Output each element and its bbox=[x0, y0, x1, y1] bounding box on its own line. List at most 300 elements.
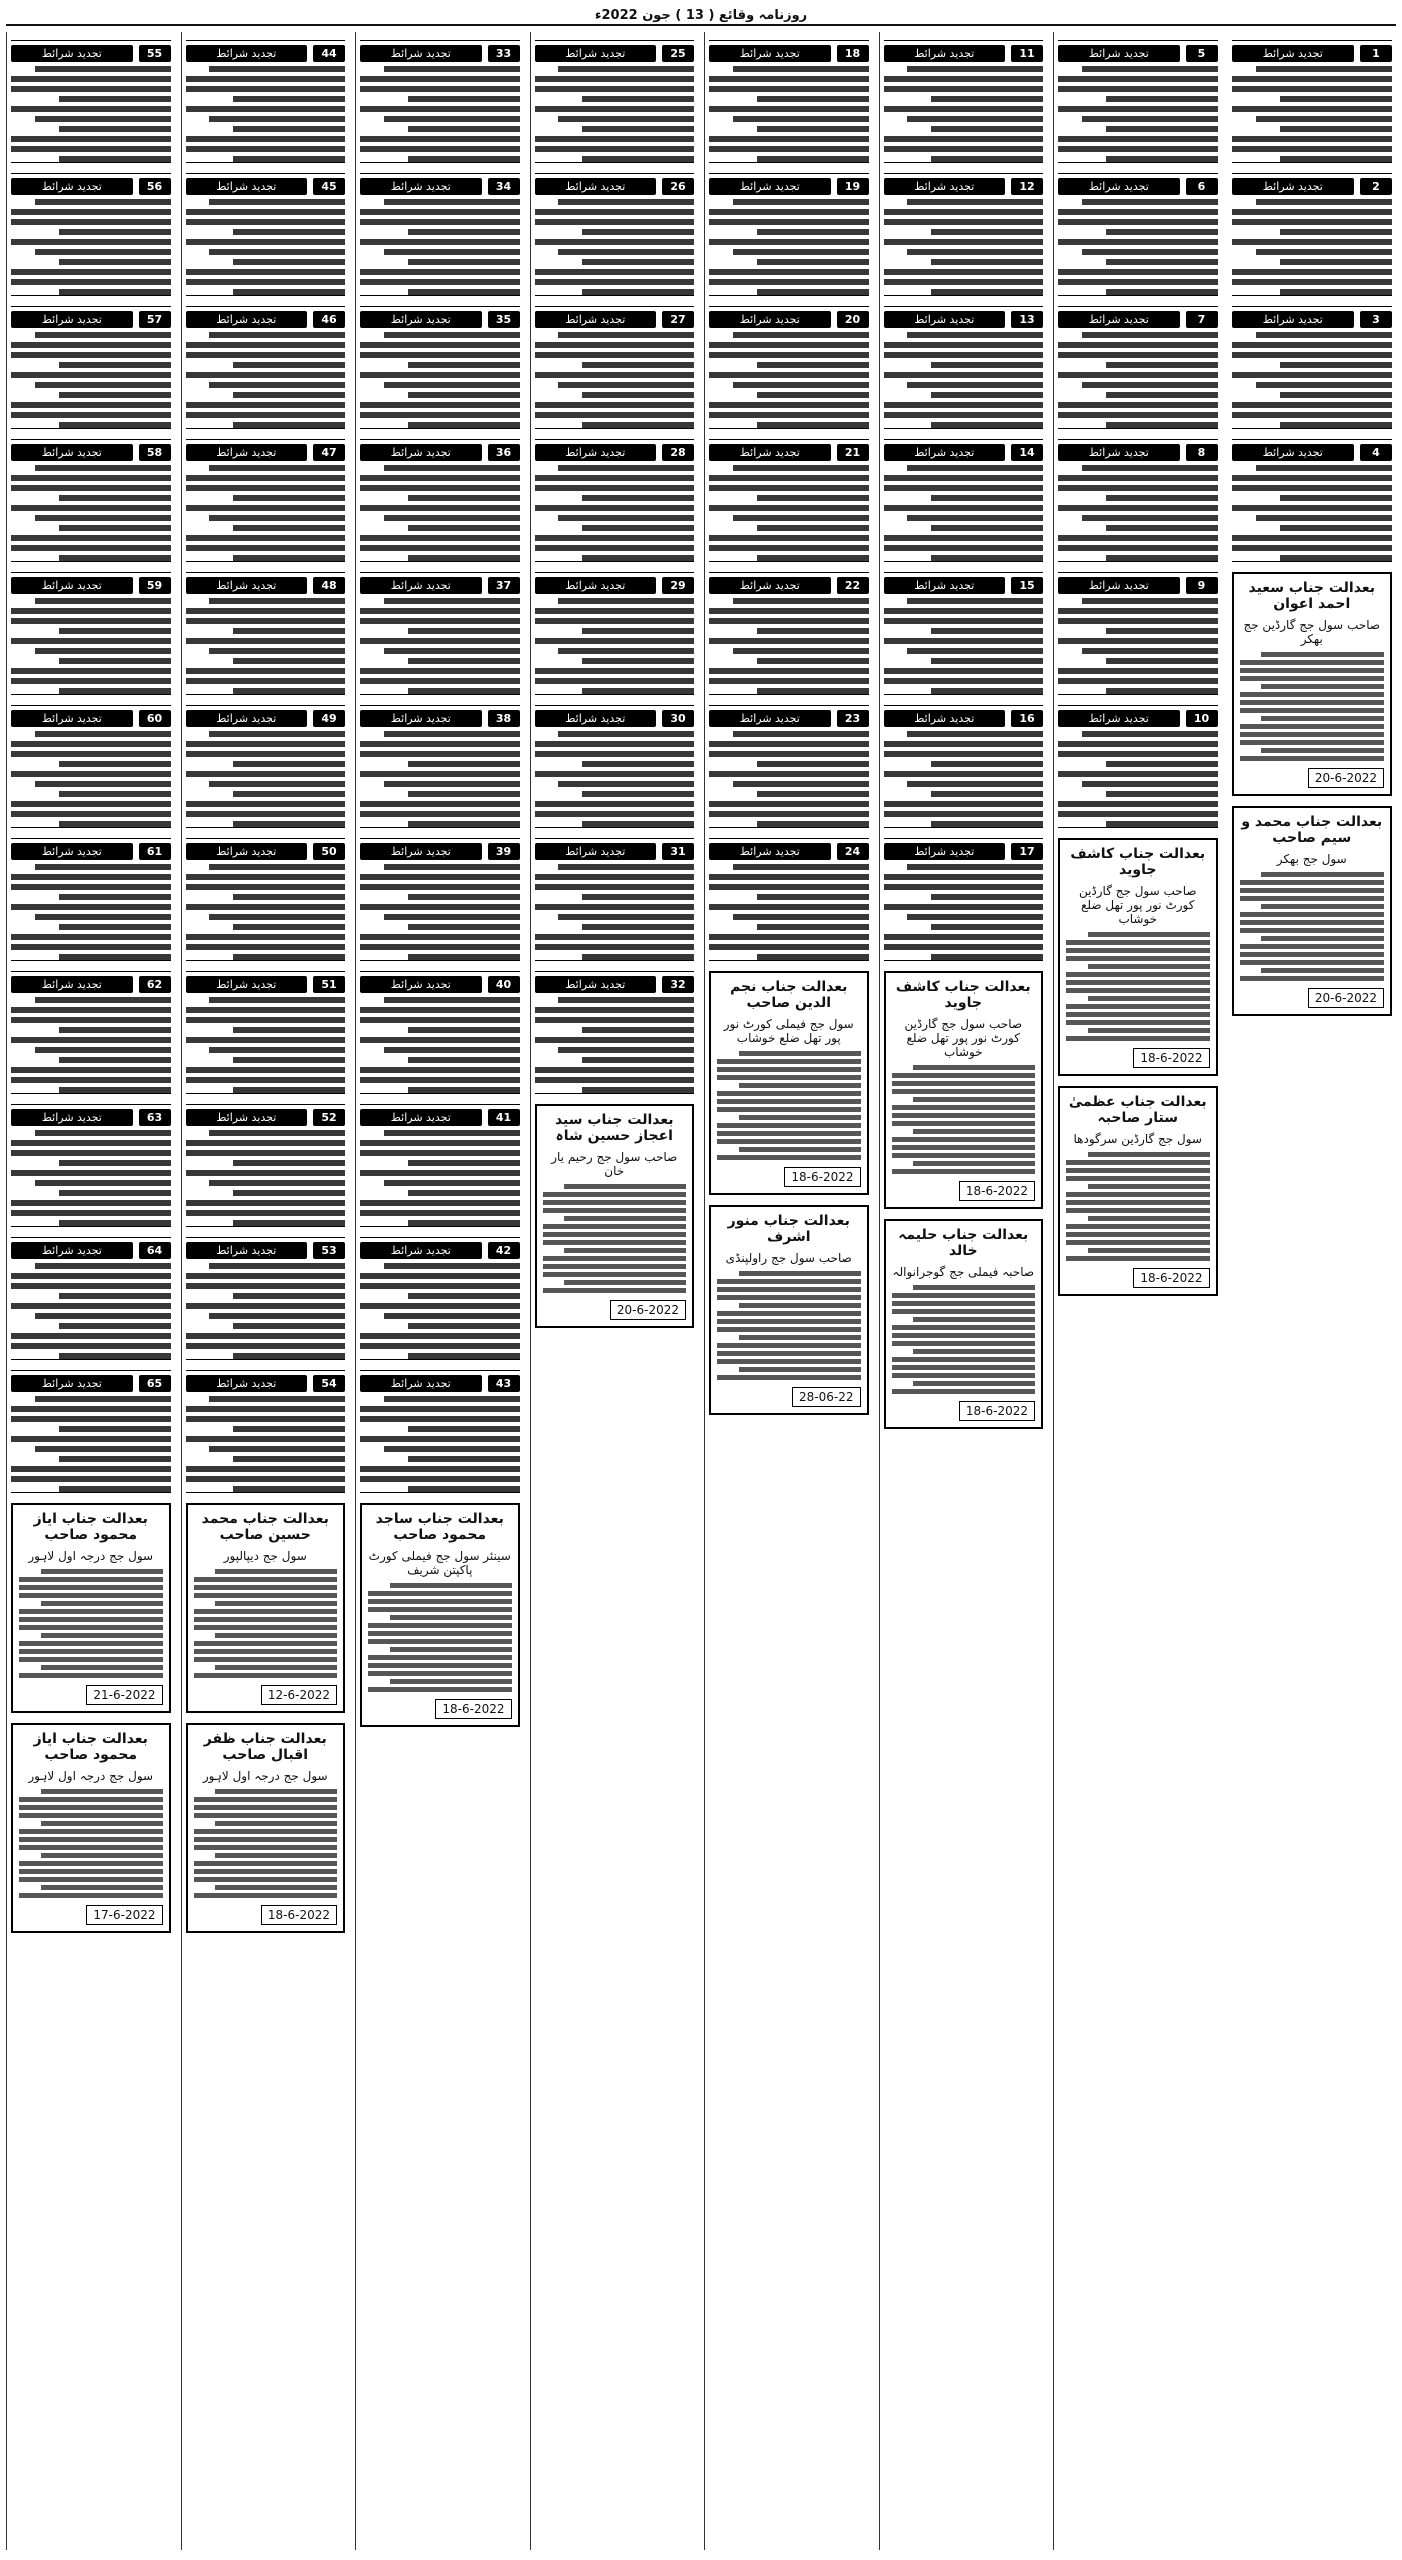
court-text-line bbox=[1066, 948, 1210, 953]
text-line bbox=[209, 1313, 345, 1319]
text-line bbox=[535, 239, 695, 245]
text-line bbox=[931, 954, 1043, 960]
text-line bbox=[1106, 495, 1218, 501]
notice bbox=[11, 838, 171, 961]
text-line bbox=[558, 598, 694, 604]
text-line bbox=[709, 608, 869, 614]
text-line bbox=[931, 894, 1043, 900]
text-line bbox=[186, 342, 346, 348]
court-text-line bbox=[892, 1325, 1036, 1330]
text-line bbox=[186, 1170, 346, 1176]
text-line bbox=[1058, 412, 1218, 418]
text-line bbox=[1082, 382, 1218, 388]
text-line bbox=[709, 146, 869, 152]
text-line bbox=[1082, 648, 1218, 654]
notice-header bbox=[186, 311, 346, 328]
court-text-line bbox=[19, 1877, 163, 1882]
court-text-line bbox=[892, 1089, 1036, 1094]
text-line bbox=[709, 801, 869, 807]
court-text-line bbox=[564, 1184, 686, 1189]
court-text bbox=[194, 1789, 338, 1898]
notice bbox=[535, 971, 695, 1094]
notice-title: تجدید شرائط bbox=[1232, 311, 1355, 328]
court-text-line bbox=[1240, 756, 1385, 761]
text-line bbox=[535, 352, 695, 358]
text-line bbox=[1058, 771, 1218, 777]
notice-header bbox=[1058, 45, 1218, 62]
notice-number: 49 bbox=[313, 710, 345, 727]
text-line bbox=[384, 598, 520, 604]
text-line bbox=[186, 608, 346, 614]
notice-header bbox=[186, 577, 346, 594]
notice bbox=[884, 572, 1044, 695]
text-line bbox=[582, 658, 694, 664]
text-line bbox=[35, 731, 171, 737]
text-lines bbox=[1232, 66, 1393, 162]
text-line bbox=[408, 1426, 520, 1432]
court-text-line bbox=[194, 1845, 338, 1850]
text-line bbox=[384, 249, 520, 255]
text-line bbox=[360, 678, 520, 684]
text-line bbox=[535, 402, 695, 408]
text-line bbox=[582, 1057, 694, 1063]
notice-title: تجدید شرائط bbox=[709, 311, 831, 328]
text-line bbox=[360, 1333, 520, 1339]
notice-title: تجدید شرائط bbox=[186, 976, 308, 993]
text-line bbox=[11, 1416, 171, 1422]
text-line bbox=[360, 934, 520, 940]
text-line bbox=[384, 997, 520, 1003]
court-notice bbox=[186, 1503, 346, 1713]
text-line bbox=[209, 1396, 345, 1402]
notice-title: تجدید شرائط bbox=[360, 178, 482, 195]
text-lines bbox=[360, 1396, 520, 1492]
text-line bbox=[11, 279, 171, 285]
text-line bbox=[35, 997, 171, 1003]
notice bbox=[535, 173, 695, 296]
text-line bbox=[1058, 342, 1218, 348]
court-text-line bbox=[717, 1359, 861, 1364]
text-line bbox=[907, 332, 1043, 338]
notice bbox=[360, 1104, 520, 1227]
text-line bbox=[1106, 555, 1218, 561]
court-text-line bbox=[1066, 940, 1210, 945]
text-line bbox=[233, 96, 345, 102]
text-line bbox=[186, 352, 346, 358]
court-notice bbox=[709, 971, 869, 1195]
notice-number: 11 bbox=[1011, 45, 1043, 62]
text-lines bbox=[11, 1130, 171, 1226]
text-line bbox=[186, 239, 346, 245]
court-text bbox=[543, 1184, 687, 1293]
text-line bbox=[209, 648, 345, 654]
text-line bbox=[209, 1446, 345, 1452]
notice-title: تجدید شرائط bbox=[11, 311, 133, 328]
text-line bbox=[884, 475, 1044, 481]
notice-number: 34 bbox=[488, 178, 520, 195]
text-line bbox=[1058, 668, 1218, 674]
court-text-line bbox=[1240, 668, 1385, 673]
text-line bbox=[931, 525, 1043, 531]
text-line bbox=[709, 884, 869, 890]
text-lines bbox=[11, 1263, 171, 1359]
text-line bbox=[59, 658, 171, 664]
text-line bbox=[186, 485, 346, 491]
court-text-line bbox=[1066, 980, 1210, 985]
notice-header bbox=[535, 843, 695, 860]
notice-title: تجدید شرائط bbox=[11, 577, 133, 594]
text-line bbox=[11, 811, 171, 817]
text-line bbox=[1232, 269, 1393, 275]
text-line bbox=[1058, 608, 1218, 614]
text-lines bbox=[535, 864, 695, 960]
notice-title: تجدید شرائط bbox=[360, 45, 482, 62]
text-line bbox=[186, 801, 346, 807]
court-notice bbox=[11, 1723, 171, 1933]
text-line bbox=[360, 1476, 520, 1482]
text-line bbox=[931, 126, 1043, 132]
court-text bbox=[717, 1051, 861, 1160]
text-line bbox=[408, 761, 520, 767]
text-line bbox=[907, 382, 1043, 388]
text-line bbox=[186, 934, 346, 940]
text-line bbox=[535, 751, 695, 757]
court-title: بعدالت جناب عظمیٰ ستار صاحبہ bbox=[1068, 1094, 1207, 1126]
notice-header bbox=[186, 976, 346, 993]
text-line bbox=[558, 731, 694, 737]
text-line bbox=[186, 1406, 346, 1412]
text-line bbox=[1082, 332, 1218, 338]
text-lines bbox=[11, 199, 171, 295]
text-line bbox=[233, 259, 345, 265]
notice-header bbox=[360, 178, 520, 195]
text-line bbox=[709, 618, 869, 624]
text-line bbox=[11, 618, 171, 624]
court-text-line bbox=[717, 1287, 861, 1292]
text-line bbox=[209, 731, 345, 737]
court-date: 20-6-2022 bbox=[1308, 988, 1384, 1008]
text-line bbox=[35, 66, 171, 72]
text-line bbox=[11, 485, 171, 491]
notice-title: تجدید شرائط bbox=[360, 311, 482, 328]
text-line bbox=[535, 485, 695, 491]
notice bbox=[11, 572, 171, 695]
court-text-line bbox=[368, 1623, 512, 1628]
court-text bbox=[1066, 1152, 1210, 1261]
notice bbox=[1232, 306, 1393, 429]
text-line bbox=[209, 382, 345, 388]
text-lines bbox=[11, 864, 171, 960]
court-text-line bbox=[1088, 996, 1210, 1001]
notice-header bbox=[1232, 178, 1393, 195]
text-line bbox=[757, 259, 869, 265]
notice-header bbox=[884, 710, 1044, 727]
text-line bbox=[1058, 638, 1218, 644]
notice-header bbox=[360, 1375, 520, 1392]
text-line bbox=[1058, 485, 1218, 491]
column-1 bbox=[1228, 32, 1397, 2550]
court-text-line bbox=[41, 1789, 163, 1794]
text-line bbox=[11, 1067, 171, 1073]
text-line bbox=[1232, 136, 1393, 142]
court-text-line bbox=[564, 1280, 686, 1285]
text-line bbox=[558, 66, 694, 72]
notice bbox=[1058, 40, 1218, 163]
court-text-line bbox=[892, 1073, 1036, 1078]
notice-title: تجدید شرائط bbox=[535, 976, 657, 993]
text-line bbox=[535, 1077, 695, 1083]
court-subtitle: صاحب سول جج گارڈین کورٹ نور پور تھل ضلع خوشاب bbox=[1078, 884, 1197, 926]
text-line bbox=[360, 1466, 520, 1472]
text-line bbox=[884, 352, 1044, 358]
text-line bbox=[1058, 269, 1218, 275]
text-line bbox=[360, 1283, 520, 1289]
text-lines bbox=[186, 1396, 346, 1492]
text-line bbox=[186, 269, 346, 275]
notice-number: 37 bbox=[488, 577, 520, 594]
text-line bbox=[360, 269, 520, 275]
text-line bbox=[1280, 126, 1392, 132]
text-line bbox=[1232, 372, 1393, 378]
notice-header bbox=[11, 710, 171, 727]
text-lines bbox=[186, 997, 346, 1093]
notice bbox=[186, 572, 346, 695]
text-line bbox=[11, 1406, 171, 1412]
court-text-line bbox=[19, 1869, 163, 1874]
text-line bbox=[1106, 289, 1218, 295]
court-text-line bbox=[194, 1657, 338, 1662]
text-line bbox=[1106, 392, 1218, 398]
text-line bbox=[884, 801, 1044, 807]
text-line bbox=[233, 1087, 345, 1093]
court-title: بعدالت جناب محمد حسین صاحب bbox=[201, 1511, 329, 1543]
court-text-line bbox=[1066, 1224, 1210, 1229]
court-text-line bbox=[215, 1885, 337, 1890]
court-text-line bbox=[215, 1601, 337, 1606]
court-text-line bbox=[41, 1665, 163, 1670]
court-text-line bbox=[892, 1081, 1036, 1086]
text-line bbox=[186, 1466, 346, 1472]
text-line bbox=[186, 106, 346, 112]
text-line bbox=[757, 229, 869, 235]
court-text-line bbox=[19, 1657, 163, 1662]
court-text bbox=[717, 1271, 861, 1380]
text-line bbox=[582, 259, 694, 265]
text-line bbox=[535, 884, 695, 890]
text-line bbox=[1256, 515, 1392, 521]
text-line bbox=[11, 545, 171, 551]
notice-number: 14 bbox=[1011, 444, 1043, 461]
notice-title: تجدید شرائط bbox=[535, 444, 657, 461]
court-text-line bbox=[215, 1665, 337, 1670]
notice-title: تجدید شرائط bbox=[360, 710, 482, 727]
notice-number: 60 bbox=[139, 710, 171, 727]
text-line bbox=[11, 1017, 171, 1023]
court-text-line bbox=[1240, 896, 1385, 901]
court-text-line bbox=[892, 1137, 1036, 1142]
notice-number: 32 bbox=[662, 976, 694, 993]
court-text-line bbox=[368, 1671, 512, 1676]
text-line bbox=[582, 495, 694, 501]
text-line bbox=[733, 648, 869, 654]
court-subtitle: صاحبہ فیملی جج گوجرانوالہ bbox=[892, 1265, 1035, 1279]
court-text-line bbox=[1240, 676, 1385, 681]
notice-number: 46 bbox=[313, 311, 345, 328]
text-line bbox=[408, 1190, 520, 1196]
text-line bbox=[408, 555, 520, 561]
text-line bbox=[360, 1140, 520, 1146]
notice-header bbox=[11, 311, 171, 328]
text-line bbox=[11, 1140, 171, 1146]
text-lines bbox=[11, 598, 171, 694]
text-line bbox=[931, 688, 1043, 694]
text-line bbox=[757, 954, 869, 960]
notice bbox=[11, 40, 171, 163]
text-line bbox=[11, 1077, 171, 1083]
notice-number: 7 bbox=[1186, 311, 1218, 328]
text-line bbox=[709, 412, 869, 418]
text-line bbox=[408, 1456, 520, 1462]
court-subtitle: صاحب سول جج راولپنڈی bbox=[725, 1251, 852, 1265]
text-line bbox=[384, 914, 520, 920]
court-text-line bbox=[717, 1075, 861, 1080]
court-text-line bbox=[368, 1599, 512, 1604]
text-line bbox=[35, 116, 171, 122]
notice-number: 31 bbox=[662, 843, 694, 860]
text-line bbox=[884, 342, 1044, 348]
notice bbox=[186, 439, 346, 562]
text-lines bbox=[11, 731, 171, 827]
text-line bbox=[535, 741, 695, 747]
court-text-line bbox=[19, 1845, 163, 1850]
court-text-line bbox=[1240, 660, 1385, 665]
court-text-line bbox=[19, 1673, 163, 1678]
text-line bbox=[709, 352, 869, 358]
notice-header bbox=[535, 178, 695, 195]
text-line bbox=[233, 126, 345, 132]
notice bbox=[360, 1237, 520, 1360]
notice-title: تجدید شرائط bbox=[884, 178, 1006, 195]
notice bbox=[535, 439, 695, 562]
text-line bbox=[709, 874, 869, 880]
text-lines bbox=[186, 1263, 346, 1359]
court-text-line bbox=[717, 1123, 861, 1128]
text-line bbox=[408, 1486, 520, 1492]
notice-title: تجدید شرائط bbox=[186, 311, 308, 328]
notice-title: تجدید شرائط bbox=[535, 178, 657, 195]
text-line bbox=[35, 515, 171, 521]
text-line bbox=[360, 1406, 520, 1412]
text-line bbox=[1106, 525, 1218, 531]
text-line bbox=[931, 555, 1043, 561]
court-text-line bbox=[19, 1805, 163, 1810]
text-line bbox=[11, 1333, 171, 1339]
text-line bbox=[884, 535, 1044, 541]
text-lines bbox=[884, 598, 1044, 694]
text-line bbox=[186, 1283, 346, 1289]
court-title: بعدالت جناب کاشف جاوید bbox=[895, 979, 1031, 1011]
text-line bbox=[884, 402, 1044, 408]
court-text-line bbox=[1066, 972, 1210, 977]
text-line bbox=[11, 678, 171, 684]
text-line bbox=[1232, 545, 1393, 551]
text-line bbox=[907, 199, 1043, 205]
text-line bbox=[59, 525, 171, 531]
text-line bbox=[384, 199, 520, 205]
text-line bbox=[35, 781, 171, 787]
notice-number: 43 bbox=[488, 1375, 520, 1392]
notice bbox=[1232, 40, 1393, 163]
text-line bbox=[360, 76, 520, 82]
text-line bbox=[408, 96, 520, 102]
court-text-line bbox=[717, 1091, 861, 1096]
text-line bbox=[709, 269, 869, 275]
text-line bbox=[11, 86, 171, 92]
text-lines bbox=[1058, 66, 1218, 162]
notice-title: تجدید شرائط bbox=[11, 178, 133, 195]
notice-grid bbox=[6, 32, 1396, 2550]
text-line bbox=[408, 688, 520, 694]
text-line bbox=[11, 904, 171, 910]
text-line bbox=[931, 362, 1043, 368]
notice-header bbox=[884, 311, 1044, 328]
notice-header bbox=[186, 1109, 346, 1126]
text-line bbox=[360, 904, 520, 910]
court-text-line bbox=[739, 1271, 861, 1276]
text-line bbox=[931, 761, 1043, 767]
text-line bbox=[1106, 229, 1218, 235]
text-line bbox=[931, 821, 1043, 827]
text-line bbox=[757, 156, 869, 162]
court-text-line bbox=[717, 1155, 861, 1160]
court-text-line bbox=[19, 1641, 163, 1646]
notice-title: تجدید شرائط bbox=[884, 577, 1006, 594]
text-line bbox=[884, 874, 1044, 880]
text-line bbox=[1082, 66, 1218, 72]
text-line bbox=[582, 1087, 694, 1093]
court-text bbox=[892, 1285, 1036, 1394]
text-line bbox=[558, 465, 694, 471]
court-text-line bbox=[739, 1147, 861, 1152]
notice-title: تجدید شرائط bbox=[535, 577, 657, 594]
text-lines bbox=[186, 465, 346, 561]
notice-number: 4 bbox=[1360, 444, 1392, 461]
text-line bbox=[59, 126, 171, 132]
text-line bbox=[884, 638, 1044, 644]
text-line bbox=[186, 1303, 346, 1309]
court-text-line bbox=[390, 1679, 512, 1684]
text-line bbox=[408, 422, 520, 428]
text-line bbox=[535, 771, 695, 777]
court-date: 21-6-2022 bbox=[86, 1685, 162, 1705]
text-line bbox=[1106, 628, 1218, 634]
text-line bbox=[59, 555, 171, 561]
text-line bbox=[558, 249, 694, 255]
text-line bbox=[384, 1263, 520, 1269]
text-line bbox=[59, 259, 171, 265]
court-text-line bbox=[913, 1161, 1035, 1166]
text-line bbox=[535, 535, 695, 541]
text-line bbox=[59, 392, 171, 398]
court-text bbox=[892, 1065, 1036, 1174]
text-line bbox=[733, 781, 869, 787]
text-line bbox=[1256, 332, 1392, 338]
notice-number: 23 bbox=[837, 710, 869, 727]
court-text-line bbox=[368, 1591, 512, 1596]
text-line bbox=[1232, 342, 1393, 348]
notice-header bbox=[360, 577, 520, 594]
text-line bbox=[360, 638, 520, 644]
